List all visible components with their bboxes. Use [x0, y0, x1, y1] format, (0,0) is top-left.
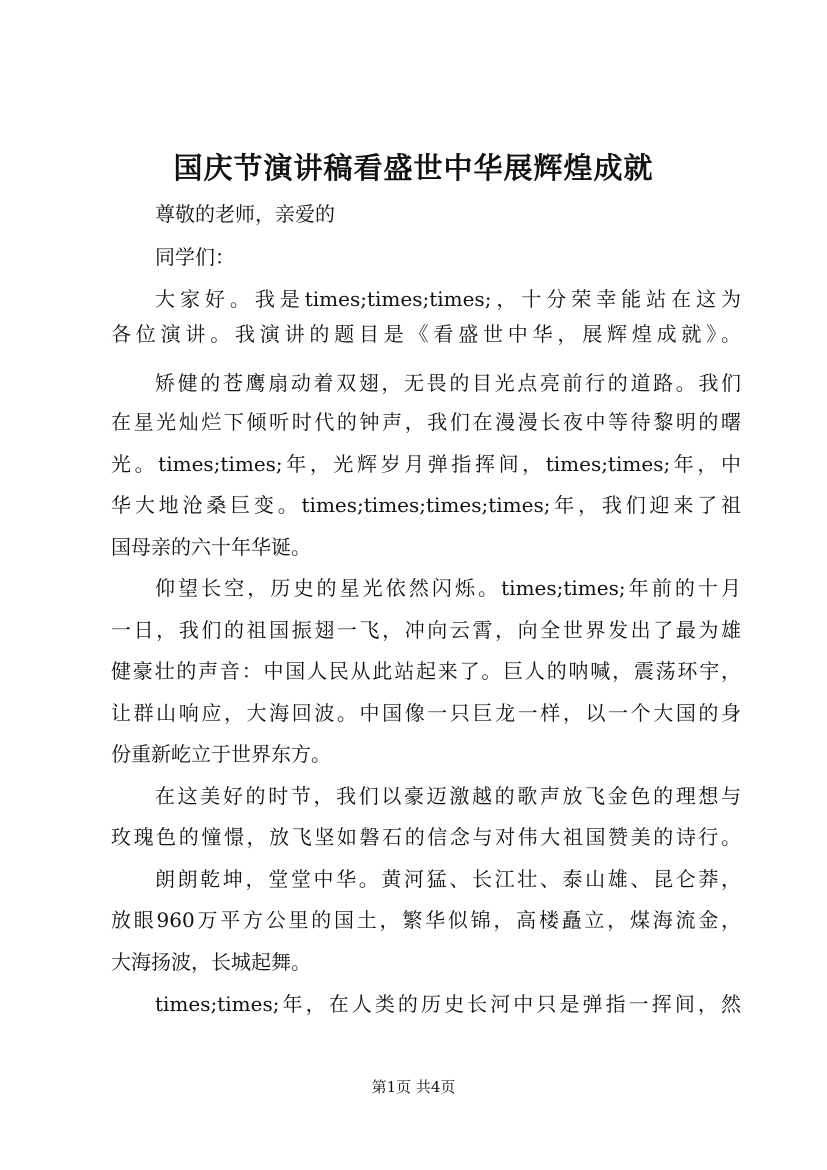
- text-line: 国母亲的六十年华诞。: [111, 535, 311, 559]
- text-line: 矫健的苍鹰扇动着双翅，无畏的目光点亮前行的道路。我们: [155, 371, 741, 395]
- text-line: 大家好。我是times;times;times;，十分荣幸能站在这为: [155, 287, 741, 311]
- text-line: 光。times;times;年，光辉岁月弹指挥间，times;times;年，中: [111, 452, 741, 476]
- text-line: 玫瑰色的憧憬，放飞坚如磐石的信念与对伟大祖国赞美的诗行。: [111, 825, 741, 849]
- text-line: 各位演讲。我演讲的题目是《看盛世中华，展辉煌成就》。: [111, 322, 741, 346]
- text-line: 让群山响应，大海回波。中国像一只巨龙一样，以一个大国的身: [111, 701, 741, 725]
- text-line: 份重新屹立于世界东方。: [111, 742, 331, 766]
- document-title: 国庆节演讲稿看盛世中华展辉煌成就: [173, 151, 654, 185]
- text-line: 在星光灿烂下倾听时代的钟声，我们在漫漫长夜中等待黎明的曙: [111, 410, 741, 434]
- text-line: 一日，我们的祖国振翅一飞，冲向云霄，向全世界发出了最为雄: [111, 618, 741, 642]
- text-line: 尊敬的老师，亲爱的: [155, 202, 335, 226]
- text-line: 同学们：: [155, 245, 235, 269]
- text-line: 放眼960万平方公里的国土，繁华似锦，高楼矗立，煤海流金，: [111, 908, 741, 932]
- text-line: 大海扬波，长城起舞。: [111, 950, 311, 974]
- text-line: 健豪壮的声音：中国人民从此站起来了。巨人的呐喊，震荡环宇，: [111, 659, 741, 683]
- page-number: 第1页 共4页: [371, 1078, 456, 1096]
- text-line: times;times;年，在人类的历史长河中只是弹指一挥间，然: [155, 992, 741, 1016]
- text-line: 在这美好的时节，我们以豪迈激越的歌声放飞金色的理想与: [155, 784, 741, 808]
- text-line: 仰望长空，历史的星光依然闪烁。times;times;年前的十月: [155, 576, 741, 600]
- text-line: 朗朗乾坤，堂堂中华。黄河猛、长江壮、泰山雄、昆仑莽，: [155, 867, 741, 891]
- text-line: 华大地沧桑巨变。times;times;times;times;年，我们迎来了祖: [111, 493, 741, 517]
